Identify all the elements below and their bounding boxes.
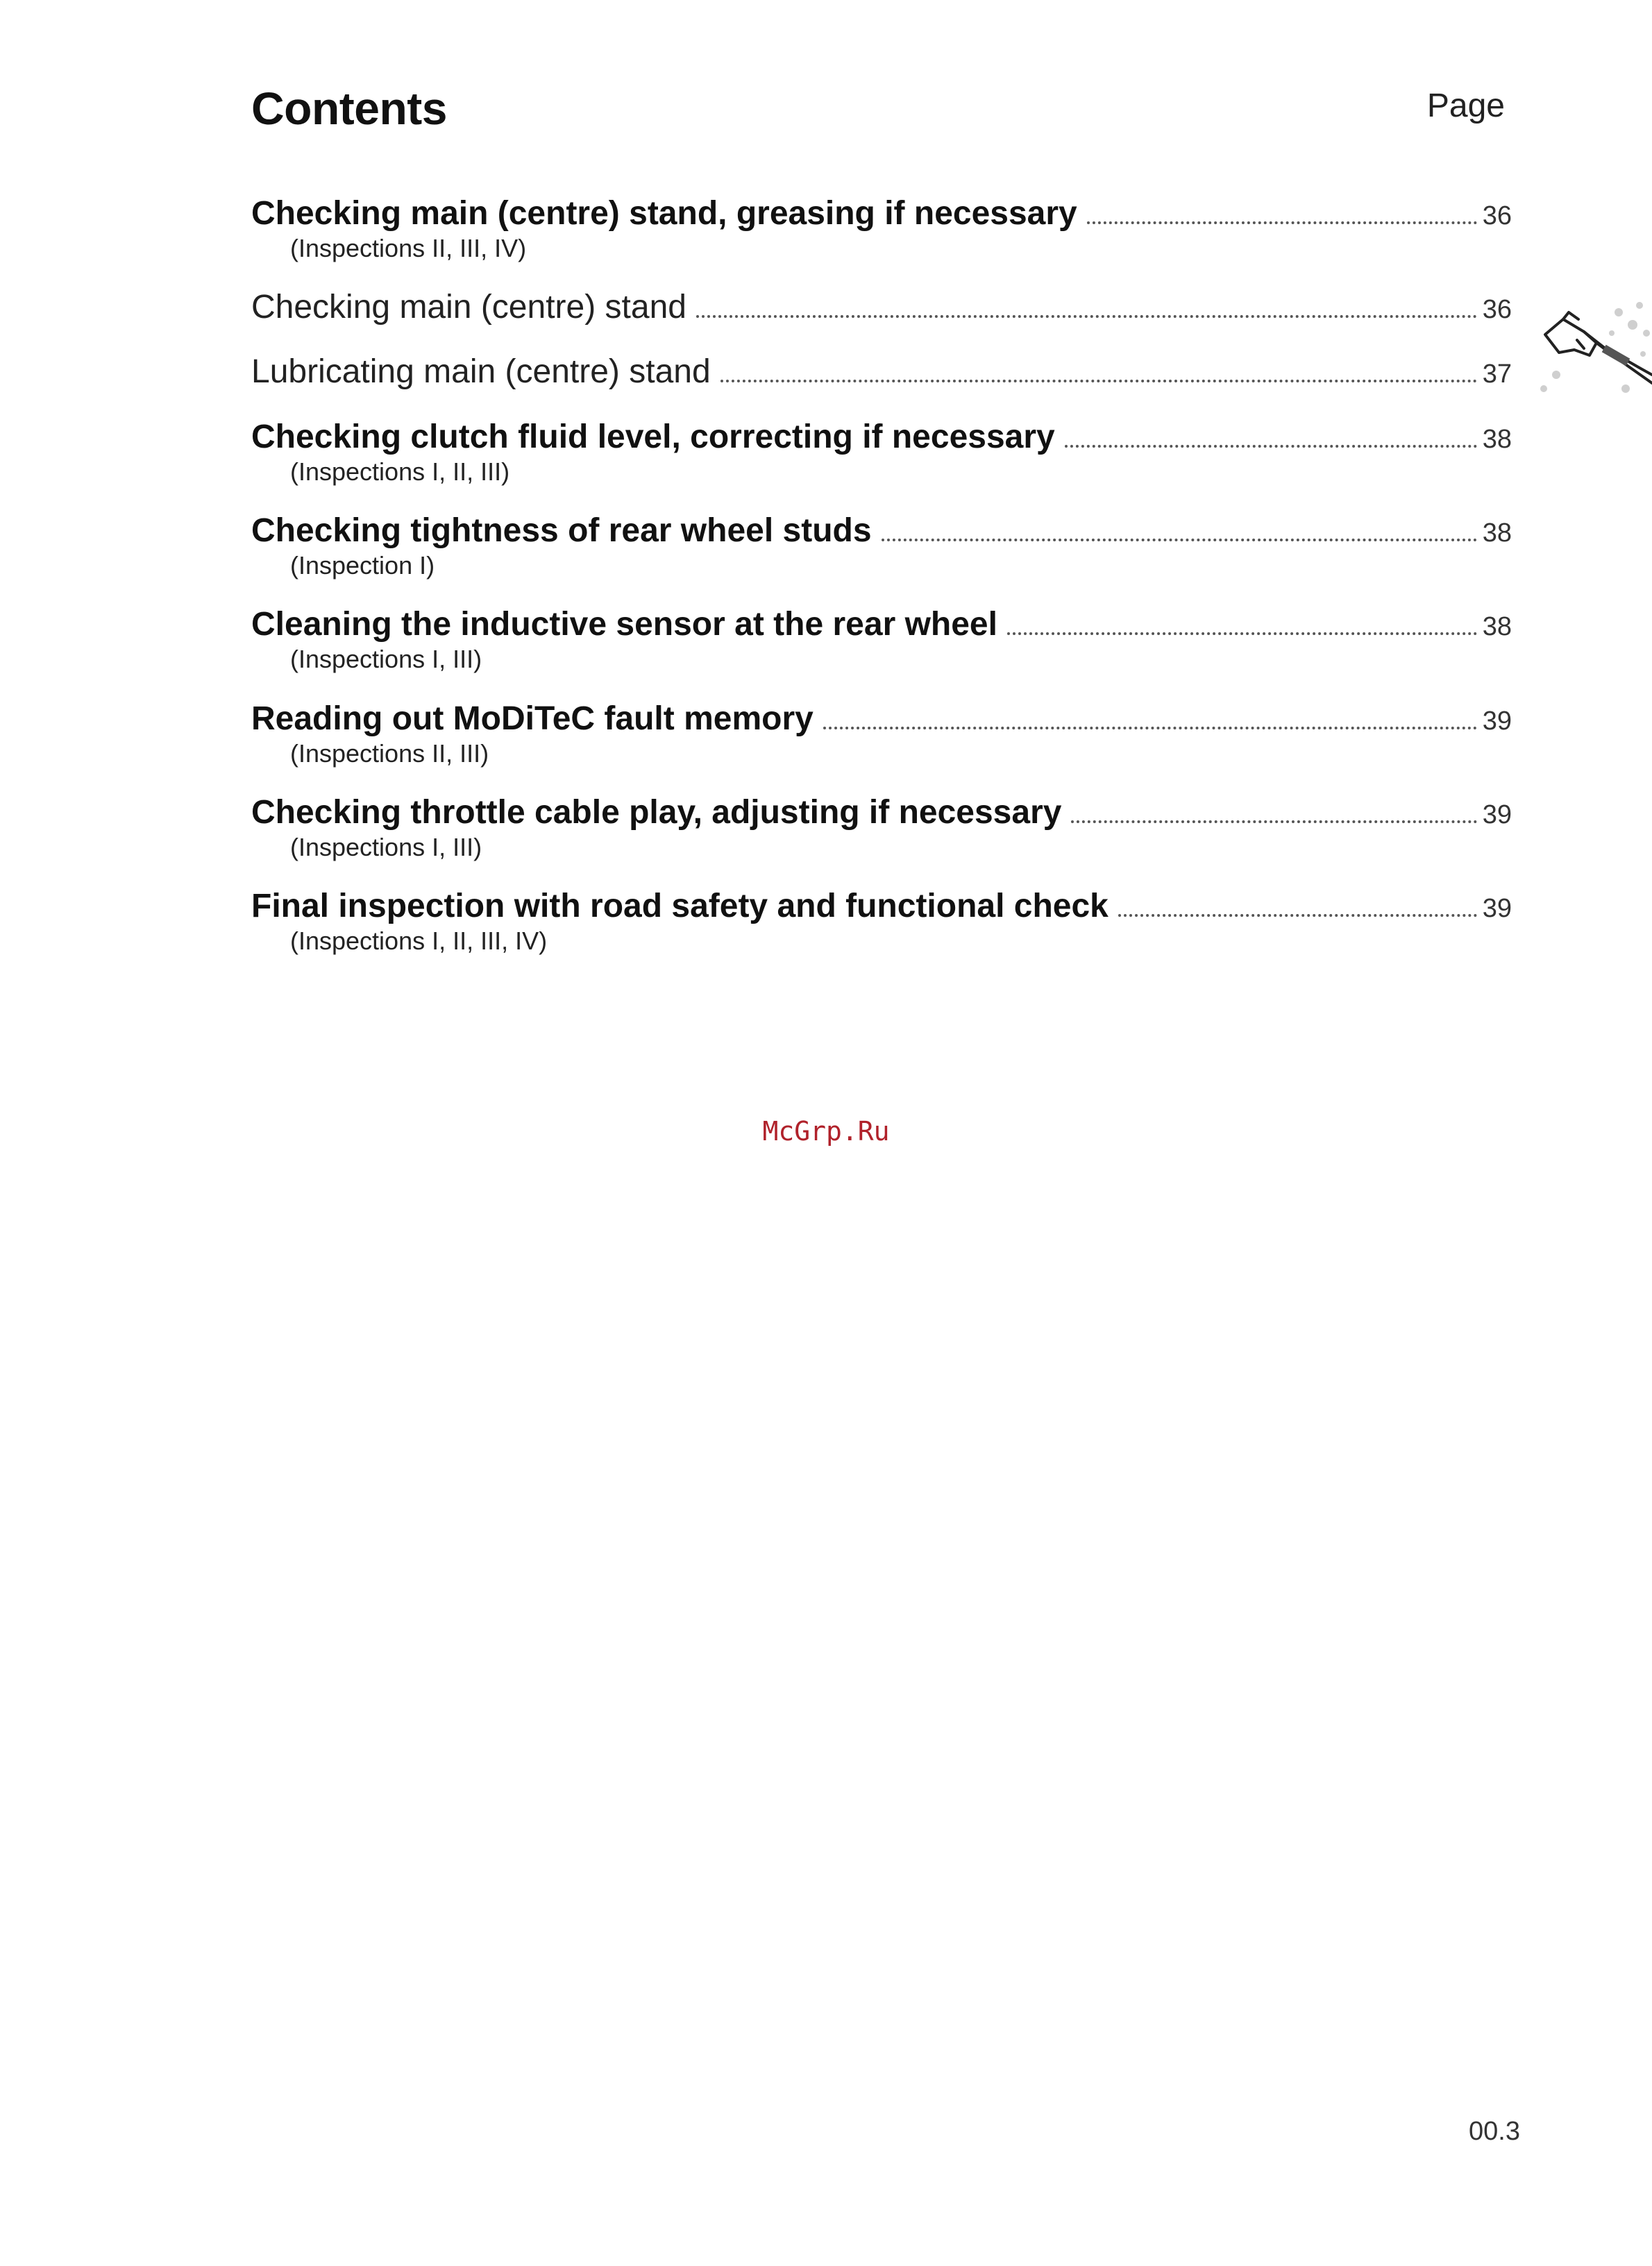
dot-leader [1007,628,1477,635]
toc-entry-title: Checking tightness of rear wheel studs [251,512,872,549]
toc-entry-inspections: (Inspection I) [290,551,435,580]
toc-entry-3[interactable] [251,353,1512,391]
dot-leader [1071,816,1476,823]
toc-entry-1[interactable] [251,194,1512,263]
toc-entry-inspections: (Inspections I, III) [290,645,482,673]
toc-entry-title: Checking throttle cable play, adjusting if necessary [251,794,1062,831]
toc-entry-title: Cleaning the inductive sensor at the rear wheel [251,606,997,643]
toc-entry-title: Final inspection with road safety and functional check [251,888,1109,924]
toc-entry-title: Checking clutch fluid level, correcting if necessary [251,418,1055,455]
toc-entry-7[interactable] [251,700,1512,768]
toc-entry-title: Checking main (centre) stand, greasing if necessary [251,195,1077,232]
toc-entry-title: Reading out MoDiTeC fault memory [251,700,814,737]
toc-entry-inspections: (Inspections I, II, III, IV) [290,927,548,955]
page-column-header: Page [1426,87,1505,124]
toc-entry-6[interactable] [251,605,1512,674]
toc-entry-2[interactable] [251,288,1512,326]
dot-leader [823,722,1477,729]
dot-leader [1118,910,1477,917]
dot-leader [1087,217,1477,224]
dot-leader [882,534,1477,541]
toc-entry-page: 36 [1482,295,1512,324]
toc-entry-inspections: (Inspections I, II, III) [290,457,510,486]
toc-entry-inspections: (Inspections II, III) [290,739,489,768]
toc-entry-page: 39 [1482,800,1512,829]
toc-entry-page: 38 [1482,518,1512,548]
dot-leader [696,311,1477,318]
toc-entry-title: Checking main (centre) stand [251,289,686,325]
toc-entry-page: 37 [1482,360,1512,389]
page-title: Contents [251,83,447,134]
toc-entry-page: 36 [1482,201,1512,230]
toc-entry-9[interactable] [251,887,1512,956]
toc-entry-title: Lubricating main (centre) stand [251,353,711,390]
toc-entry-inspections: (Inspections I, III) [290,833,482,861]
toc-entry-page: 38 [1482,612,1512,641]
toc-entry-page: 39 [1482,894,1512,923]
hand-with-wrench-icon [1535,291,1652,430]
toc-entry-inspections: (Inspections II, III, IV) [290,234,527,262]
footer-page-number: 00.3 [1469,2117,1520,2146]
watermark: McGrp.Ru [762,1116,890,1147]
toc-entry-8[interactable] [251,793,1512,862]
toc-entry-5[interactable] [251,511,1512,580]
dot-leader [1065,441,1477,448]
toc-entry-page: 38 [1482,425,1512,454]
toc-entry-page: 39 [1482,707,1512,736]
toc-entry-4[interactable] [251,418,1512,487]
dot-leader [720,375,1477,382]
